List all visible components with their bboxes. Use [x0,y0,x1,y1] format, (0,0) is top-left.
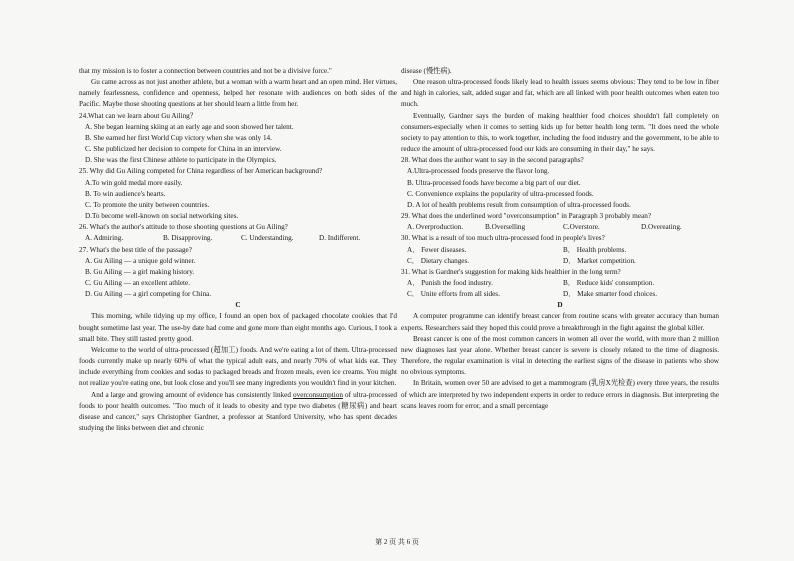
option: A.To win gold medal more easily. [85,178,183,187]
option: D. Indifferent. [319,234,361,243]
option: A. Overproduction. [407,223,464,232]
option: C.Overstore. [563,223,600,232]
option: A.Ultra-processed foods preserve the flavor long. [407,167,550,176]
option: D.To become well-known on social networking sites. [85,212,239,221]
paragraph: One reason ultra-processed foods likely lead to health issues seems obvious: They tend to be low in fiber and high in calories, salt, added sugar and fat, which are all linked with poor health outcomes when eaten too much. [401,78,719,109]
option: D.Overeating. [641,223,682,232]
question-24: 24.What can we learn about Gu Ailing？ [79,111,197,120]
option: D． Make smarter food choices. [563,290,658,299]
left-column [79,66,397,434]
paragraph: In Britain, women over 50 are advised to get a mammogram (乳房X光检查) every three years, the results of which are interpreted by two independent experts in order to reduce errors in diagnosis. But interpreting the scans leaves room for error, and a small percentage [401,379,719,410]
option: B. Ultra-processed foods have become a big part of our diet. [407,178,581,187]
option: A. Admiring. [85,234,124,243]
right-column [401,66,719,412]
paragraph: This morning, while tidying up my office, I found an open box of packaged chocolate cookies that I'd bought sometime last year. The use-by date had come and gone more than eight months ago. Curious, I took a small bite. They still tasted pretty good. [79,312,397,343]
paragraph: A computer programme can identify breast cancer from routine scans with greater accuracy than human experts. Researchers said they hoped this could prove a breakthrough in the fight against the global killer. [401,312,719,332]
options-row [401,278,719,289]
options-row [401,289,719,300]
section-heading-d: D [557,301,563,310]
option: A． Punish the food industry. [407,278,493,287]
underlined-word: overconsumption [293,390,343,399]
question-28: 28. What does the author want to say in the second paragraphs? [401,156,584,165]
question-30: 30. What is a result of too much ultra-processed food in people's lives? [401,234,605,243]
options-row [401,245,719,256]
option: B． Health problems. [563,245,627,254]
option: C. Understanding. [241,234,294,243]
option: D. She was the first Chinese athlete to participate in the Olympics. [85,156,277,165]
option: C. Convenience explains the popularity of ultra-processed foods. [407,189,594,198]
option: B． Reduce kids' consumption. [563,278,655,287]
question-25: 25. Why did Gu Ailing competed for China regardless of her American background? [79,167,323,176]
section-heading-c: C [235,301,241,310]
paragraph [79,390,397,435]
options-row [401,222,719,233]
question-29: 29. What does the underlined word "overconsumption" in Paragraph 3 probably mean? [401,212,652,221]
option: C． Unite efforts from all sides. [407,290,500,299]
option: B. She earned her first World Cup victory when she was only 14. [85,133,272,142]
option: B.Overselling [485,223,526,232]
question-31: 31. What is Gardner's suggestion for making kids healthier in the long term? [401,267,621,276]
paragraph: that my mission is to foster a connection between countries and not be a divisive force." [79,67,332,75]
option: D. Gu Ailing — a girl competing for China. [85,290,212,299]
question-27: 27. What's the best title of the passage? [79,245,192,254]
option: A. She began learning skiing at an early age and soon showed her talent. [85,122,294,131]
paragraph: disease (慢性病). [401,67,452,75]
options-row [79,233,397,244]
paragraph: Gu came across as not just another athlete, but a woman with a warm heart and an open mind. Her virtues, namely fearlessness, confidence and openness, helped her resonate with audiences on both sides of the Pacific. Maybe those shooting questions at her should learn a little from her. [79,78,397,109]
option: A． Fewer diseases. [407,245,467,254]
option: C. To promote the unity between countries. [85,200,210,209]
text: of ultra-processed foods to poor health outcomes. "Too much of it leads to obesity and type two diabetes (糖尿病) and heart disease and cancer," says Christopher Gardner, a professor at Stanford University, who has spent decades studying the links between diet and chronic [79,390,397,432]
option: B. Gu Ailing — a girl making history. [85,267,195,276]
text: And a large and growing amount of evidence has consistently linked [91,390,294,399]
option: C． Dietary changes. [407,256,470,265]
question-26: 26. What's the author's attitude to those shooting questions at Gu Ailing? [79,223,288,232]
page-number: 第 2 页 共 6 页 [375,538,419,546]
paragraph: Breast cancer is one of the most common cancers in women all over the world, with more than 2 million new diagnoses last year alone. Whether breast cancer is severe is closely related to the time of diagnosis. Therefore, the regular examination is vital in detecting the earliest signs of the disease in patients who show no obvious symptoms. [401,334,719,377]
paragraph: Eventually, Gardner says the burden of making healthier food choices shouldn't fall completely on consumers-especially when it comes to setting kids up for better health long term. "It does need the whole society to pay attention to this, to work together, including the food industry and the government, to be able to reduce the amount of ultra-processed food our kids are consuming in their day," he says. [401,111,719,154]
option: D． Market competition. [563,256,636,265]
option: C. Gu Ailing — an excellent athlete. [85,278,190,287]
option: A. Gu Ailing — a unique gold winner. [85,256,196,265]
option: B. Disapproving. [163,234,213,243]
options-row [401,256,719,267]
paragraph: Welcome to the world of ultra-processed (超加工) foods. And we're eating a lot of them. Ultra-processed foods currently make up nearly 60% of what the typical adult eats, and nearly 70% of what kids eat. They include everything from cookies and sodas to packaged breads and frozen meals, even ice creams. You might not realize you're eating one, but look close and you'll see many ingredients you wouldn't find in your kitchen. [79,345,397,388]
option: B. To win audience's hearts. [85,189,166,198]
option: C. She publicized her decision to compete for China in an interview. [85,145,282,154]
option: D. A lot of health problems result from consumption of ultra-processed foods. [407,200,631,209]
